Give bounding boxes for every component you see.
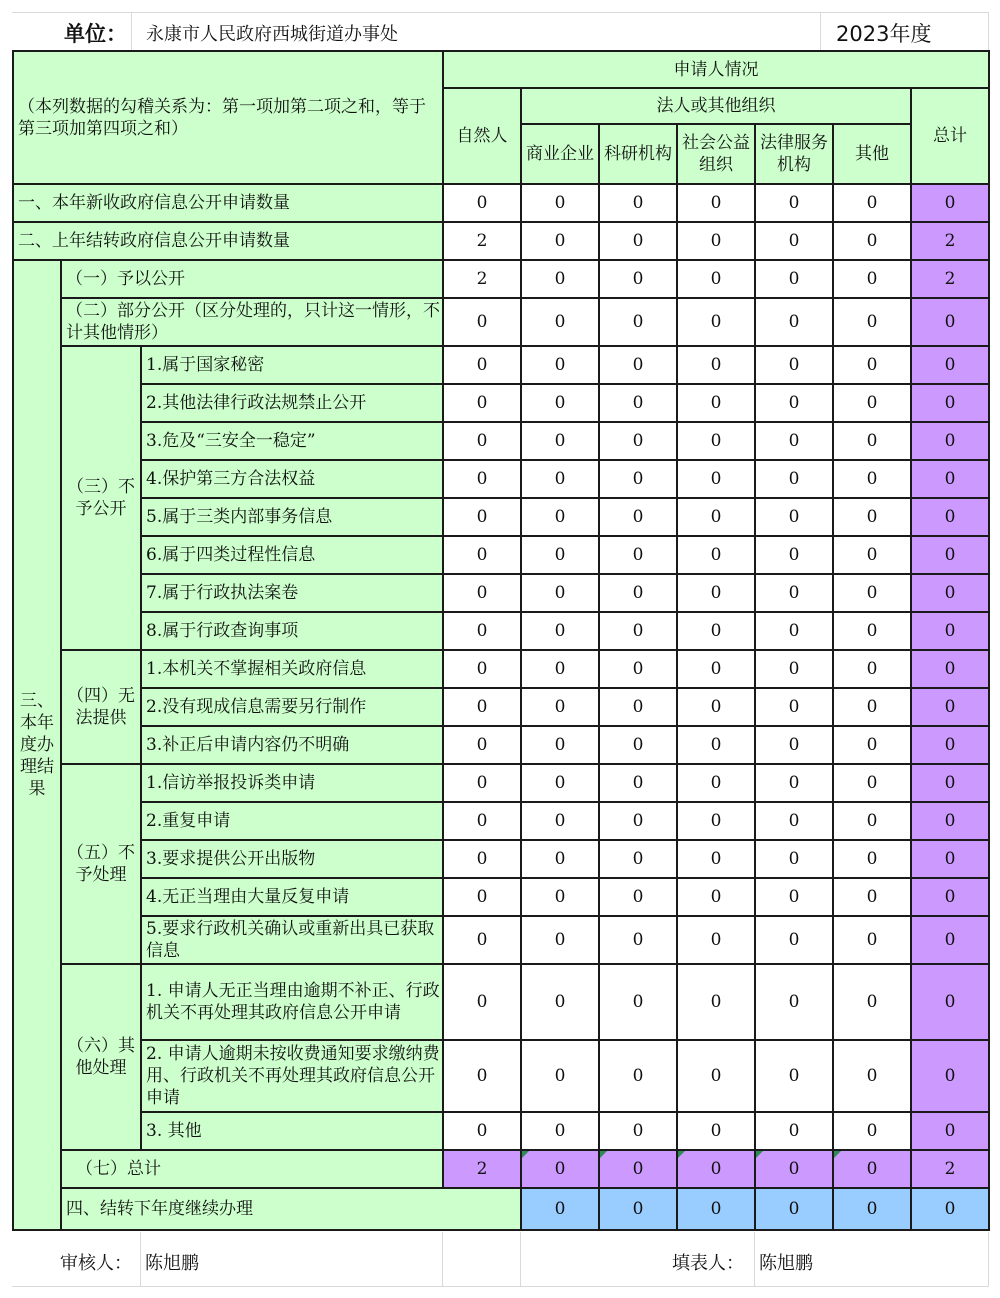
value-cell: 0	[755, 298, 833, 346]
total-value-cell: 0	[911, 612, 989, 650]
value-cell: 0	[755, 612, 833, 650]
value-cell: 0	[677, 840, 755, 878]
total-value-cell: 0	[911, 384, 989, 422]
value-cell: 0	[677, 802, 755, 840]
value-cell: 0	[521, 460, 599, 498]
value-cell: 0	[443, 802, 521, 840]
table-row	[13, 260, 989, 298]
row-label: 6.属于四类过程性信息	[141, 536, 443, 574]
value-cell: 0	[755, 422, 833, 460]
value-cell: 0	[755, 1112, 833, 1150]
value-cell: 0	[521, 688, 599, 726]
value-cell: 0	[833, 184, 911, 222]
value-cell: 0	[755, 802, 833, 840]
value-cell: 0	[599, 384, 677, 422]
commercial-header: 商业企业	[521, 124, 599, 184]
row-label: 5.属于三类内部事务信息	[141, 498, 443, 536]
table-row	[13, 1040, 989, 1112]
legal-group-header: 法人或其他组织	[521, 88, 911, 124]
filler-label: 填表人：	[672, 1253, 744, 1274]
value-cell: 0	[755, 384, 833, 422]
total-value-cell: 0	[911, 964, 989, 1040]
row-label: 3.要求提供公开出版物	[141, 840, 443, 878]
value-cell: 0	[443, 764, 521, 802]
total-value-cell: 2	[911, 222, 989, 260]
row-label: 2.重复申请	[141, 802, 443, 840]
total-header: 总计	[911, 88, 989, 184]
value-cell: 0	[521, 574, 599, 612]
value-cell: 0	[677, 916, 755, 964]
value-cell: 0	[833, 1112, 911, 1150]
row-label: （一）予以公开	[61, 260, 443, 298]
total-value-cell: 0	[911, 460, 989, 498]
value-cell: 0	[521, 650, 599, 688]
value-cell: 0	[599, 1040, 677, 1112]
value-cell: 0	[833, 1150, 911, 1188]
table-row	[13, 916, 989, 964]
value-cell: 0	[677, 346, 755, 384]
value-cell: 0	[521, 878, 599, 916]
value-cell: 0	[443, 1040, 521, 1112]
value-cell: 0	[677, 422, 755, 460]
value-cell: 0	[833, 422, 911, 460]
value-cell: 0	[599, 1188, 677, 1230]
value-cell: 0	[443, 1112, 521, 1150]
value-cell: 0	[833, 574, 911, 612]
total-value-cell: 2	[911, 260, 989, 298]
value-cell: 0	[521, 802, 599, 840]
row-label: （二）部分公开（区分处理的，只计这一情形，不计其他情形）	[61, 298, 443, 346]
value-cell: 2	[443, 1150, 521, 1188]
value-cell: 0	[833, 764, 911, 802]
value-cell: 0	[521, 384, 599, 422]
value-cell: 0	[443, 384, 521, 422]
unit-name: 永康市人民政府西城街道办事处	[146, 24, 398, 45]
value-cell: 0	[833, 1040, 911, 1112]
value-cell: 0	[677, 964, 755, 1040]
value-cell: 0	[677, 184, 755, 222]
row-label: 1.本机关不掌握相关政府信息	[141, 650, 443, 688]
value-cell: 0	[599, 650, 677, 688]
value-cell: 0	[599, 688, 677, 726]
value-cell: 0	[521, 726, 599, 764]
total-value-cell: 0	[911, 1040, 989, 1112]
value-cell: 0	[833, 384, 911, 422]
value-cell: 0	[677, 384, 755, 422]
legal-service-header: 法律服务机构	[755, 124, 833, 184]
row-label: 四、结转下年度继续办理	[61, 1188, 521, 1230]
row-label: 4.保护第三方合法权益	[141, 460, 443, 498]
value-cell: 0	[443, 574, 521, 612]
total-value-cell: 0	[911, 764, 989, 802]
value-cell: 0	[599, 1112, 677, 1150]
value-cell: 0	[599, 536, 677, 574]
row-label: 7.属于行政执法案卷	[141, 574, 443, 612]
value-cell: 0	[443, 726, 521, 764]
value-cell: 0	[755, 536, 833, 574]
value-cell: 0	[677, 764, 755, 802]
value-cell: 0	[599, 184, 677, 222]
unit-label: 单位：	[64, 22, 127, 46]
table-row	[13, 422, 989, 460]
value-cell: 0	[443, 184, 521, 222]
value-cell: 0	[521, 298, 599, 346]
value-cell: 0	[677, 612, 755, 650]
table-row	[13, 802, 989, 840]
total-value-cell: 0	[911, 916, 989, 964]
row-label: 2.其他法律行政法规禁止公开	[141, 384, 443, 422]
value-cell: 0	[599, 802, 677, 840]
value-cell: 0	[521, 184, 599, 222]
value-cell: 0	[443, 840, 521, 878]
value-cell: 0	[677, 460, 755, 498]
value-cell: 0	[599, 764, 677, 802]
table-row	[13, 840, 989, 878]
total-value-cell: 0	[911, 650, 989, 688]
value-cell: 0	[443, 346, 521, 384]
total-value-cell: 0	[911, 878, 989, 916]
value-cell: 0	[755, 840, 833, 878]
table-row	[13, 878, 989, 916]
value-cell: 0	[833, 688, 911, 726]
value-cell: 0	[443, 422, 521, 460]
row-label: 一、本年新收政府信息公开申请数量	[13, 184, 443, 222]
value-cell: 0	[755, 764, 833, 802]
value-cell: 0	[833, 260, 911, 298]
value-cell: 0	[833, 802, 911, 840]
table-row	[13, 536, 989, 574]
value-cell: 0	[521, 840, 599, 878]
row-label: 2. 申请人逾期未按收费通知要求缴纳费用、行政机关不再处理其政府信息公开申请	[141, 1040, 443, 1112]
table-row	[13, 184, 989, 222]
value-cell: 0	[443, 964, 521, 1040]
row-label: 3.危及“三安全一稳定”	[141, 422, 443, 460]
value-cell: 0	[521, 1112, 599, 1150]
value-cell: 0	[599, 298, 677, 346]
value-cell: 0	[755, 460, 833, 498]
value-cell: 0	[521, 346, 599, 384]
disclosure-table	[12, 50, 990, 1231]
row-label: 2.没有现成信息需要另行制作	[141, 688, 443, 726]
value-cell: 0	[599, 726, 677, 764]
value-cell: 2	[443, 260, 521, 298]
table-row	[13, 222, 989, 260]
value-cell: 0	[677, 878, 755, 916]
table-row	[13, 1188, 989, 1230]
value-cell: 0	[677, 688, 755, 726]
value-cell: 0	[677, 222, 755, 260]
value-cell: 0	[521, 764, 599, 802]
row-label: （七）总计	[61, 1150, 443, 1188]
value-cell: 0	[599, 1150, 677, 1188]
value-cell: 0	[443, 498, 521, 536]
total-value-cell: 0	[911, 536, 989, 574]
value-cell: 0	[755, 650, 833, 688]
row-label: 5.要求行政机关确认或重新出具已获取信息	[141, 916, 443, 964]
value-cell: 0	[677, 298, 755, 346]
value-cell: 0	[833, 1188, 911, 1230]
value-cell: 0	[833, 840, 911, 878]
total-value-cell: 0	[911, 1112, 989, 1150]
report-year: 2023年度	[836, 22, 932, 46]
total-value-cell: 2	[911, 1150, 989, 1188]
section-three-label: 三、本年度办理结果	[13, 260, 61, 1230]
total-value-cell: 0	[911, 298, 989, 346]
value-cell: 0	[599, 612, 677, 650]
value-cell: 0	[599, 222, 677, 260]
value-cell: 0	[521, 422, 599, 460]
table-row	[13, 964, 989, 1040]
value-cell: 0	[599, 574, 677, 612]
value-cell: 0	[755, 726, 833, 764]
value-cell: 0	[599, 422, 677, 460]
value-cell: 0	[755, 964, 833, 1040]
table-row	[13, 346, 989, 384]
value-cell: 0	[443, 688, 521, 726]
value-cell: 0	[755, 222, 833, 260]
applicant-header: 申请人情况	[443, 51, 989, 88]
value-cell: 0	[599, 260, 677, 298]
table-row	[13, 298, 989, 346]
value-cell: 0	[599, 916, 677, 964]
value-cell: 0	[833, 460, 911, 498]
group-three-label: （三）不予公开	[61, 346, 141, 650]
value-cell: 0	[677, 498, 755, 536]
table-row	[13, 574, 989, 612]
value-cell: 0	[521, 1040, 599, 1112]
value-cell: 0	[443, 916, 521, 964]
total-value-cell: 0	[911, 498, 989, 536]
table-row	[13, 1150, 989, 1188]
value-cell: 0	[677, 1150, 755, 1188]
total-value-cell: 0	[911, 802, 989, 840]
value-cell: 0	[833, 726, 911, 764]
value-cell: 0	[677, 574, 755, 612]
value-cell: 0	[677, 1112, 755, 1150]
value-cell: 0	[755, 574, 833, 612]
value-cell: 0	[833, 612, 911, 650]
value-cell: 0	[755, 916, 833, 964]
row-label: 1. 申请人无正当理由逾期不补正、行政机关不再处理其政府信息公开申请	[141, 964, 443, 1040]
value-cell: 0	[833, 878, 911, 916]
row-label: 3.补正后申请内容仍不明确	[141, 726, 443, 764]
value-cell: 0	[755, 184, 833, 222]
row-label: 3. 其他	[141, 1112, 443, 1150]
value-cell: 0	[443, 536, 521, 574]
value-cell: 0	[521, 260, 599, 298]
row-label: 4.无正当理由大量反复申请	[141, 878, 443, 916]
value-cell: 0	[677, 260, 755, 298]
row-label: 8.属于行政查询事项	[141, 612, 443, 650]
reviewer-name: 陈旭鹏	[145, 1253, 199, 1274]
value-cell: 0	[833, 964, 911, 1040]
total-value-cell: 0	[911, 184, 989, 222]
group-six-label: （六）其他处理	[61, 964, 141, 1150]
row-label: 1.属于国家秘密	[141, 346, 443, 384]
table-row	[13, 688, 989, 726]
value-cell: 0	[833, 650, 911, 688]
value-cell: 0	[443, 298, 521, 346]
value-cell: 0	[755, 260, 833, 298]
value-cell: 0	[521, 222, 599, 260]
value-cell: 0	[443, 650, 521, 688]
group-four-label: （四）无法提供	[61, 650, 141, 764]
value-cell: 0	[755, 1040, 833, 1112]
social-header: 社会公益组织	[677, 124, 755, 184]
value-cell: 0	[443, 612, 521, 650]
total-value-cell: 0	[911, 574, 989, 612]
reviewer-label: 审核人：	[60, 1253, 132, 1274]
value-cell: 0	[521, 1188, 599, 1230]
total-value-cell: 0	[911, 726, 989, 764]
table-row	[13, 612, 989, 650]
other-header: 其他	[833, 124, 911, 184]
total-value-cell: 0	[911, 840, 989, 878]
value-cell: 0	[833, 222, 911, 260]
value-cell: 0	[599, 840, 677, 878]
filler-name: 陈旭鹏	[759, 1253, 813, 1274]
table-row	[13, 1112, 989, 1150]
value-cell: 0	[521, 498, 599, 536]
value-cell: 0	[755, 1188, 833, 1230]
value-cell: 0	[755, 878, 833, 916]
value-cell: 0	[521, 612, 599, 650]
research-header: 科研机构	[599, 124, 677, 184]
value-cell: 0	[833, 498, 911, 536]
note-cell: （本列数据的勾稽关系为：第一项加第二项之和，等于第三项加第四项之和）	[13, 51, 443, 184]
value-cell: 0	[599, 964, 677, 1040]
table-row	[13, 384, 989, 422]
row-label: 二、上年结转政府信息公开申请数量	[13, 222, 443, 260]
value-cell: 0	[755, 1150, 833, 1188]
value-cell: 0	[521, 916, 599, 964]
value-cell: 0	[833, 298, 911, 346]
value-cell: 0	[521, 1150, 599, 1188]
total-value-cell: 0	[911, 346, 989, 384]
value-cell: 0	[677, 1188, 755, 1230]
report-header	[12, 12, 988, 50]
value-cell: 0	[599, 460, 677, 498]
value-cell: 0	[443, 460, 521, 498]
natural-person-header: 自然人	[443, 88, 521, 184]
value-cell: 0	[677, 536, 755, 574]
value-cell: 0	[443, 878, 521, 916]
row-label: 1.信访举报投诉类申请	[141, 764, 443, 802]
value-cell: 0	[833, 536, 911, 574]
value-cell: 2	[443, 222, 521, 260]
table-row	[13, 498, 989, 536]
table-row	[13, 726, 989, 764]
value-cell: 0	[677, 1040, 755, 1112]
total-value-cell: 0	[911, 422, 989, 460]
value-cell: 0	[755, 498, 833, 536]
value-cell: 0	[521, 536, 599, 574]
value-cell: 0	[599, 498, 677, 536]
value-cell: 0	[677, 726, 755, 764]
table-row	[13, 650, 989, 688]
total-value-cell: 0	[911, 688, 989, 726]
value-cell: 0	[833, 916, 911, 964]
table-row	[13, 460, 989, 498]
report-footer	[12, 1232, 988, 1287]
value-cell: 0	[755, 688, 833, 726]
value-cell: 0	[755, 346, 833, 384]
value-cell: 0	[599, 878, 677, 916]
value-cell: 0	[521, 964, 599, 1040]
value-cell: 0	[833, 346, 911, 384]
value-cell: 0	[677, 650, 755, 688]
value-cell: 0	[599, 346, 677, 384]
table-row	[13, 764, 989, 802]
group-five-label: （五）不予处理	[61, 764, 141, 964]
value-cell: 0	[911, 1188, 989, 1230]
